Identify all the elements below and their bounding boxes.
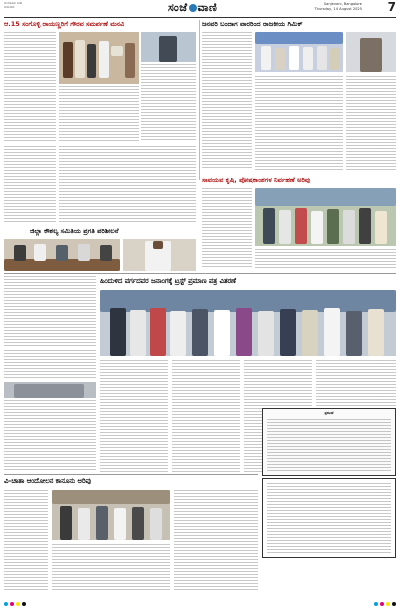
article-text-left-mid-col2 <box>59 146 196 224</box>
article-text-right-col1 <box>202 32 252 170</box>
photo-official-small <box>141 32 196 62</box>
article-text-bottom-col1 <box>4 490 48 590</box>
registration-dot-yellow-r <box>386 602 390 606</box>
registration-dot-cyan-r <box>374 602 378 606</box>
article-text-lower-left2 <box>4 350 96 380</box>
headline-legal-awareness: ವಿ-ಚಾತಾ ಆಂದೋಲನ ಕಾನೂನು ಅರಿವು <box>4 477 92 485</box>
photo-legal-awareness-event <box>52 490 170 540</box>
registration-dot-black-r <box>392 602 396 606</box>
article-text-bottom-col3 <box>174 490 258 590</box>
logo-left-text: ಸಂಜೆ <box>168 1 188 14</box>
registration-dot-magenta-r <box>380 602 384 606</box>
article-text-col1 <box>4 32 56 142</box>
masthead-logo <box>168 1 217 15</box>
headline-trust-certificate: ಹಿಂದುಳಿದ ವರ್ಗದವರ ಜನಾಂಗಕ್ಕೆ ಟ್ರಸ್ಟ್ ಪ್ರಮಾಣ ಪತ್ರ ವಿತರಣೆ <box>100 277 236 285</box>
article-text-lower-left <box>4 276 96 346</box>
masthead-date-line2: Thursday, 14 August 2025 <box>314 6 362 11</box>
notice-title: ಪ್ರಕಟಣೆ <box>324 411 334 415</box>
registration-dot-magenta <box>10 602 14 606</box>
article-text-right-col2 <box>255 76 343 170</box>
column-divider <box>199 20 200 180</box>
masthead-left-line1: ಬೆಂಗಳೂರು ನಗರ <box>4 1 23 5</box>
photo-organic-farming-group <box>255 188 396 246</box>
article-text-bottom-col2 <box>52 544 170 590</box>
photo-official-speaking <box>123 239 196 271</box>
logo-right-text: ವಾಣಿ <box>197 1 218 14</box>
logo-globe-icon <box>189 4 197 12</box>
photo-political-meeting <box>255 32 343 72</box>
registration-dot-yellow <box>16 602 20 606</box>
masthead <box>0 0 400 18</box>
notice-text-2 <box>267 483 391 555</box>
article-text-lower-col5 <box>316 360 396 406</box>
masthead-date <box>282 2 362 11</box>
notice-box <box>262 408 396 476</box>
notice-box-2 <box>262 478 396 558</box>
article-text-organic-col1 <box>202 188 252 268</box>
photo-trust-certificate-event <box>100 290 396 356</box>
photo-leader-portrait <box>346 32 396 72</box>
registration-dot-cyan <box>4 602 8 606</box>
photo-rayanna-memorandum <box>59 32 139 84</box>
headline-organic-farming: ಸಾವಯವ ಕೃಷಿ, ಪೋಷಕಾಂಶಗಳ ನಿರ್ವಹಣೆ ಅರಿವು <box>202 176 311 184</box>
notice-text <box>267 419 391 473</box>
article-text-col2 <box>59 86 139 142</box>
masthead-left <box>4 1 22 9</box>
section-rule <box>4 273 396 274</box>
photo-lower-left-small <box>4 382 96 398</box>
registration-dot-black <box>22 602 26 606</box>
article-text-right-col3 <box>346 76 396 170</box>
masthead-rule <box>4 17 396 18</box>
article-text-lower-col3 <box>172 360 240 472</box>
article-text-left-mid-col1 <box>4 146 56 224</box>
masthead-date-line1: Sanjevani, Bangalore <box>323 2 362 6</box>
masthead-left-line2: ಗುರುವಾರ <box>4 5 15 9</box>
section-rule-2 <box>4 474 258 475</box>
headline-rayanna: ಆ.15 ಸಂಗೊಳ್ಳಿ ರಾಯಣ್ಣರಿಗೆ ಗೌರವ ಸಮರ್ಪಣೆ ಮನವಿ <box>4 20 125 28</box>
photo-skill-committee-meeting <box>4 239 120 271</box>
article-text-lower-col2 <box>100 360 168 472</box>
page-number: 7 <box>387 0 396 14</box>
article-text-organic-col2 <box>255 249 396 269</box>
headline-political-gimmick: ಜನವರಿ ಬಂದಾಗ ವಾರರಿಂದ ರಾಜಕೀಯ ಗಿಮಿಕ್ <box>202 20 303 28</box>
article-text-col3 <box>141 64 196 142</box>
headline-skill-committee: ಜಿಲ್ಲಾ ಕೌಶಲ್ಯ ಸಮಿತಿಯ ಪ್ರಗತಿ ಪರಿಶೀಲನೆ <box>30 227 119 235</box>
article-text-lower-left3 <box>4 400 96 470</box>
